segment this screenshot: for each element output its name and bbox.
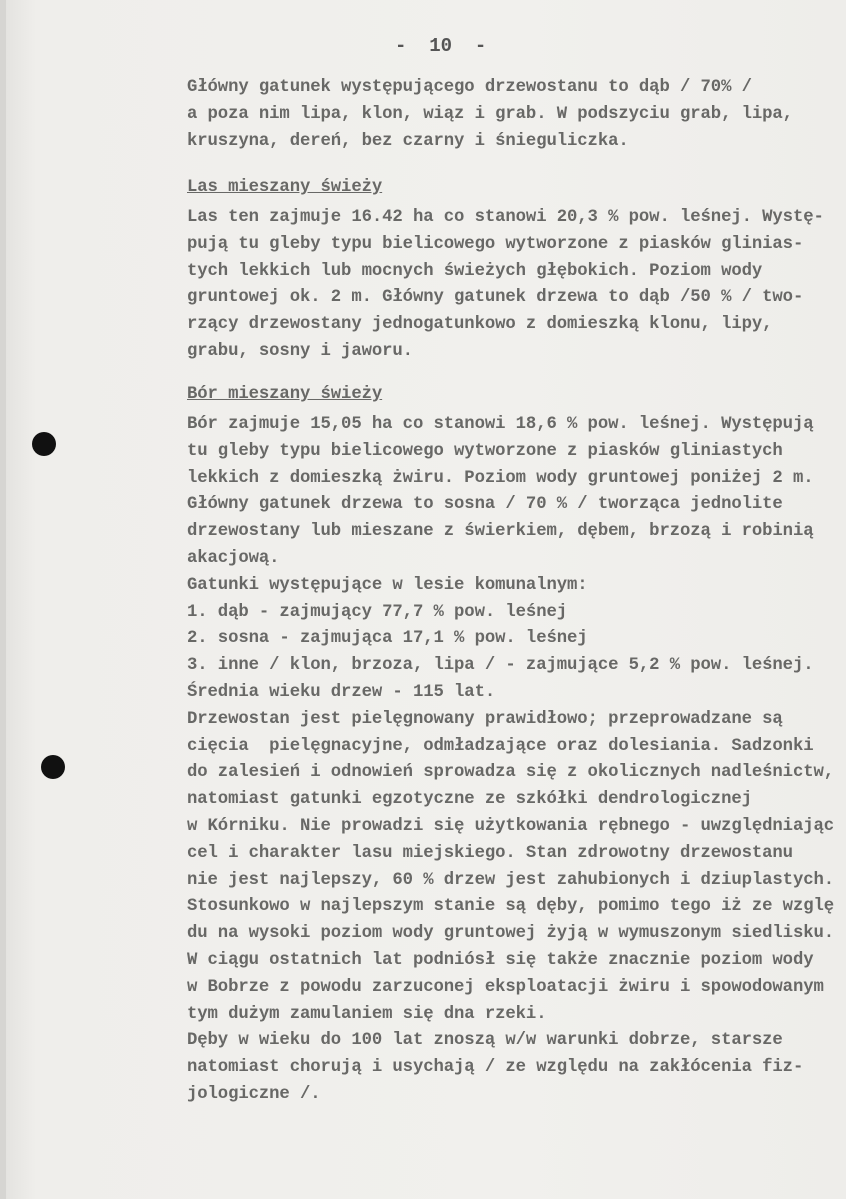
text-line: Las ten zajmuje 16.42 ha co stanowi 20,3 % pow. leśnej. Wystę- (187, 208, 824, 227)
text-line: gruntowej ok. 2 m. Główny gatunek drzewa to dąb /50 % / two- (187, 288, 804, 308)
text-line: Główny gatunek drzewa to sosna / 70 % / tworząca jednolite (187, 495, 783, 515)
text-line: du na wysoki poziom wody gruntowej żyją w wymuszonym siedlisku. (187, 924, 835, 944)
heading-las-mieszany: Las mieszany świeży (187, 178, 383, 197)
text-line: pują tu gleby typu bielicowego wytworzone z piasków glinias- (187, 234, 804, 254)
text-line: grabu, sosny i jaworu. (187, 341, 413, 361)
text-line: Stosunkowo w najlepszym stanie są dęby, pomimo tego iż ze wzglę (187, 897, 835, 917)
text-line: Gatunki występujące w lesie komunalnym: (187, 575, 588, 595)
text-line: Główny gatunek występującego drzewostanu to dąb / 70% / (187, 78, 752, 97)
text-line: lekkich z domieszką żwiru. Poziom wody gruntowej poniżej 2 m. (187, 468, 814, 488)
text-line: jologiczne /. (187, 1084, 321, 1104)
paragraph-1 (187, 75, 793, 155)
text-line: nie jest najlepszy, 60 % drzew jest zahubionych i dziuplastych. (187, 870, 835, 890)
page-number: - 10 - (395, 35, 487, 57)
text-line: natomiast gatunki egzotyczne ze szkółki dendrologicznej (187, 790, 752, 810)
text-line: Średnia wieku drzew - 115 lat. (187, 682, 496, 702)
text-line: W ciągu ostatnich lat podniósł się także znacznie poziom wody (187, 950, 814, 970)
text-line: kruszyna, dereń, bez czarny i śnieguliczka. (187, 131, 629, 151)
text-line: 3. inne / klon, brzoza, lipa / - zajmujące 5,2 % pow. leśnej. (187, 656, 814, 676)
punch-hole (32, 432, 56, 456)
heading-bor-mieszany: Bór mieszany świeży (187, 385, 383, 404)
text-line: do zalesień i odnowień sprowadza się z okolicznych nadleśnictw, (187, 763, 835, 783)
text-line: w Bobrze z powodu zarzuconej eksploatacji żwiru i spowodowanym (187, 977, 824, 997)
text-line: Bór zajmuje 15,05 ha co stanowi 18,6 % pow. leśnej. Występują (187, 415, 814, 434)
text-line: tu gleby typu bielicowego wytworzone z piasków gliniastych (187, 441, 783, 461)
text-line: rzący drzewostany jednogatunkowo z domieszką klonu, lipy, (187, 315, 773, 335)
text-line: 1. dąb - zajmujący 77,7 % pow. leśnej (187, 602, 568, 622)
text-line: a poza nim lipa, klon, wiąz i grab. W podszyciu grab, lipa, (187, 104, 793, 124)
text-line: cel i charakter lasu miejskiego. Stan zdrowotny drzewostanu (187, 843, 793, 863)
page-edge (0, 0, 6, 1199)
text-line: drzewostany lub mieszane z świerkiem, dębem, brzozą i robinią (187, 522, 814, 542)
punch-hole (41, 755, 65, 779)
text-line: natomiast chorują i usychają / ze względu na zakłócenia fiz- (187, 1058, 804, 1078)
text-line: tym dużym zamulaniem się dna rzeki. (187, 1004, 547, 1024)
text-line: cięcia pielęgnacyjne, odmładzające oraz dolesiania. Sadzonki (187, 736, 814, 756)
paragraph-3 (187, 412, 834, 1109)
paragraph-2 (187, 205, 824, 366)
text-line: tych lekkich lub mocnych świeżych głębokich. Poziom wody (187, 261, 763, 281)
text-line: akacjową. (187, 548, 280, 568)
text-line: w Kórniku. Nie prowadzi się użytkowania rębnego - uwzględniając (187, 816, 835, 836)
text-line: Dęby w wieku do 100 lat znoszą w/w warunki dobrze, starsze (187, 1031, 783, 1051)
text-line: Drzewostan jest pielęgnowany prawidłowo; przeprowadzane są (187, 709, 783, 729)
text-line: 2. sosna - zajmująca 17,1 % pow. leśnej (187, 629, 588, 649)
